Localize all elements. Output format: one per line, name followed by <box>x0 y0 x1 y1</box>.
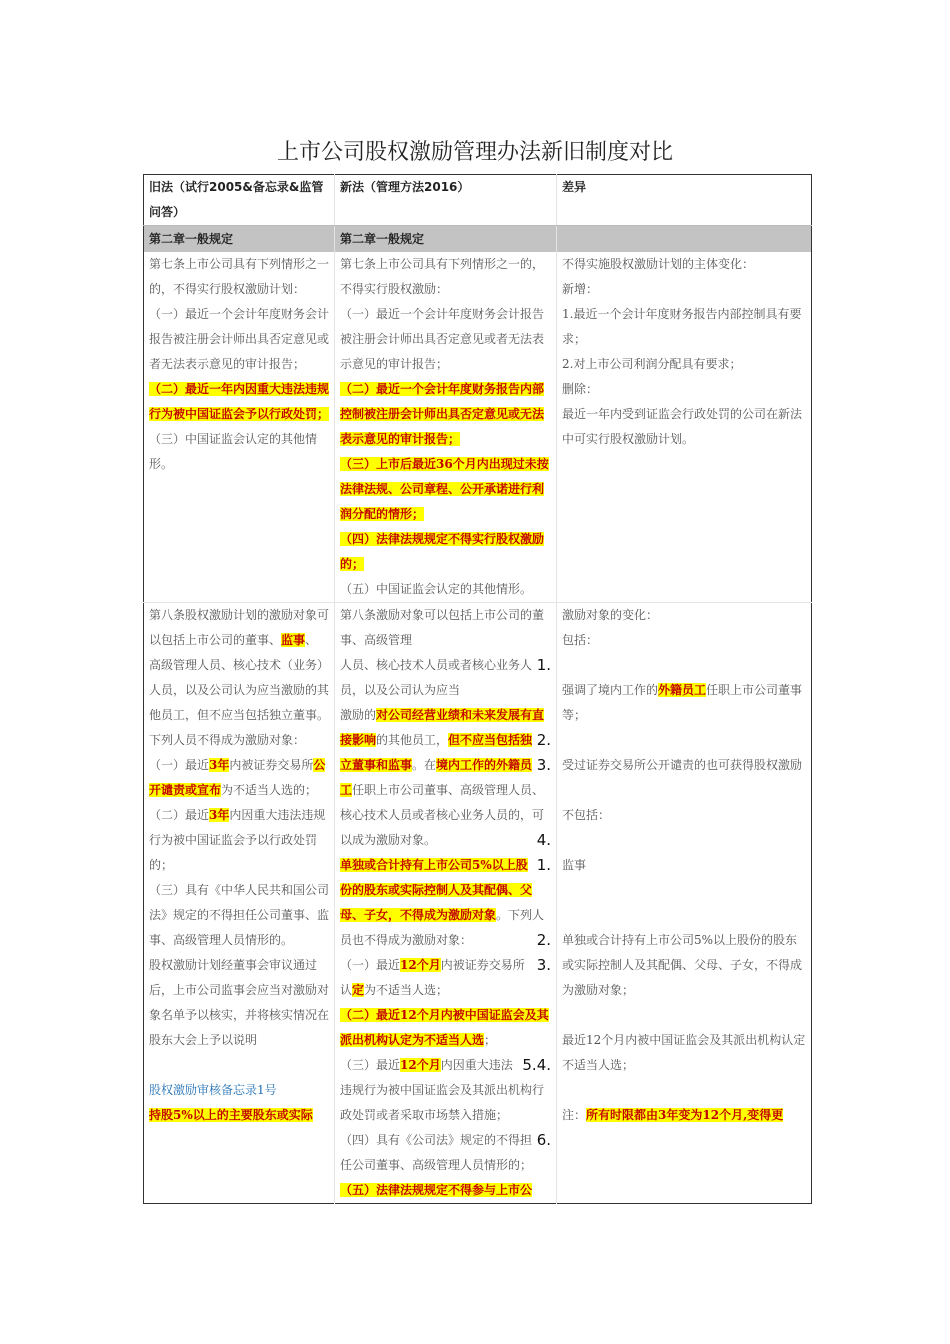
article8-new-cell <box>335 603 557 1204</box>
highlight: 单独或合计持有上市公司5%以上股份的股东或实际控制人及其配偶、父母、子女，不得成为激励对象 <box>340 858 533 922</box>
text-line <box>340 953 551 1003</box>
text: （二）最近 <box>149 808 210 822</box>
section-row <box>144 226 812 253</box>
highlight: 12个月 <box>400 958 441 972</box>
spacer <box>562 903 806 928</box>
list-number: 4. <box>536 831 551 849</box>
text: （一）最近 <box>340 958 401 972</box>
highlight: 3年 <box>209 808 230 822</box>
highlight: 境内工作的外籍员工 <box>340 758 533 797</box>
text-line: 股权激励计划经董事会审议通过后，上市公司监事会应当对激励对象名单予以核实，并将核实情况在股东大会上予以说明 <box>149 958 330 1047</box>
highlight: 公开谴责或宣布 <box>149 758 326 797</box>
section-new: 第二章一般规定 <box>335 226 557 253</box>
list-number: 5. <box>522 1056 537 1074</box>
highlight: 所有时限都由3年变为12个月,变得更 <box>586 1108 784 1122</box>
highlight: 持股5%以上的主要股东或实际 <box>149 1108 313 1122</box>
text: 、高级管理人员、核心技术（业务）人员，以及公司认为应当激励的其他员工，但不应当包括独立董事。 <box>149 633 330 722</box>
highlight: 对公司经营业绩和未来发展有直接影响 <box>340 708 545 747</box>
highlight: （四）法律法规规定不得实行股权激励的； <box>340 532 545 571</box>
text-line <box>149 1103 329 1128</box>
text: 内被证券交易所认 <box>340 958 525 997</box>
text-line: 下列人员不得成为激励对象： <box>149 733 306 747</box>
text-line <box>340 1053 551 1128</box>
header-old-law: 旧法（试行2005&备忘录&监管问答） <box>144 175 335 226</box>
text: 的其他员工， <box>376 733 449 747</box>
text-line: 第八条激励对象可以包括上市公司的董事、高级管理 <box>340 608 545 647</box>
article8-old-cell <box>144 603 335 1204</box>
section-old: 第二章一般规定 <box>144 226 335 253</box>
text: 任职上市公司董事等； <box>562 683 803 722</box>
text-line <box>149 603 329 728</box>
spacer <box>562 1003 806 1028</box>
highlight: 外籍员工 <box>658 683 707 697</box>
list-number: 1. <box>536 856 551 874</box>
text: 内因重大违法违规行为被中国证监会及其派出机构行政处罚或者采取市场禁入措施； <box>340 1058 545 1122</box>
text-line <box>149 803 329 878</box>
list-number: 3. <box>536 756 551 774</box>
text: （四）具有《公司法》规定的不得担任公司董事、高级管理人员情形的； <box>340 1133 533 1172</box>
highlight: 监事 <box>281 633 306 647</box>
highlight: 定 <box>352 983 365 997</box>
text-line: 1.最近一个会计年度财务报告内部控制具有要求； <box>562 307 802 346</box>
text-line <box>340 853 551 953</box>
text-line: 最近一年内受到证监会行政处罚的公司在新法中可实行股权激励计划。 <box>562 407 803 446</box>
spacer <box>562 653 806 678</box>
text-line: （一）最近一个会计年度财务会计报告被注册会计师出具否定意见或者无法表示意见的审计报告； <box>149 307 330 371</box>
highlight: （五）法律法规规定不得参与上市公 <box>340 1183 533 1197</box>
spacer <box>562 878 806 903</box>
spacer <box>562 728 806 753</box>
text-line: 包括： <box>562 633 599 647</box>
text: 强调了境内工作的 <box>562 683 659 697</box>
spacer <box>149 1053 329 1078</box>
text: 注： <box>562 1108 587 1122</box>
highlight: 但不应当包括独立董事和监事 <box>340 733 533 772</box>
text-line: 不包括： <box>562 808 611 822</box>
text: （三）最近 <box>340 1058 401 1072</box>
text-line: 激励对象的变化： <box>562 608 659 622</box>
text: 为不适当人选； <box>364 983 449 997</box>
text-line: （五）中国证监会认定的其他情形。 <box>340 582 533 596</box>
text-line: 新增： <box>562 282 599 296</box>
highlight: 3年 <box>209 758 230 772</box>
article7-old-cell <box>144 252 335 603</box>
text-line: 受过证券交易所公开谴责的也可获得股权激励 <box>562 758 803 772</box>
spacer <box>562 778 806 803</box>
spacer <box>562 1078 806 1103</box>
text: 为不适当人选的； <box>221 783 318 797</box>
text-line <box>340 703 551 853</box>
article8-diff-cell <box>557 603 812 1204</box>
text-line: （三）具有《中华人民共和国公司法》规定的不得担任公司董事、监事、高级管理人员情形的。 <box>149 883 330 947</box>
text: 内因重大违法违规行为被中国证监会予以行政处罚的； <box>149 808 326 872</box>
text-line: （三）中国证监会认定的其他情形。 <box>149 432 318 471</box>
text-line <box>340 377 551 452</box>
list-number: 2. <box>536 731 551 749</box>
text: ； <box>484 1033 497 1047</box>
table-row <box>144 603 812 1204</box>
text-line: 监事 <box>562 858 587 872</box>
article7-new-cell <box>335 252 557 603</box>
list-number: 6. <box>536 1131 551 1149</box>
text: 激励的 <box>340 708 377 722</box>
list-number: 2. <box>536 931 551 949</box>
text-line: 第七条上市公司具有下列情形之一的，不得实行股权激励计划： <box>149 257 330 296</box>
text: 内被证券交易所 <box>229 758 314 772</box>
text-line <box>340 452 551 527</box>
text-line: 单独或合计持有上市公司5%以上股份的股东或实际控制人及其配偶、父母、子女，不得成为激励对象； <box>562 933 803 997</box>
list-number: 3. <box>536 956 551 974</box>
text-line <box>340 527 551 577</box>
text-line: 删除： <box>562 382 599 396</box>
text-line <box>149 377 329 427</box>
table-row <box>144 252 812 603</box>
memo-link[interactable]: 股权激励审核备忘录1号 <box>149 1083 277 1097</box>
text-line: 不得实施股权激励计划的主体变化： <box>562 257 755 271</box>
highlight: （二）最近12个月内被中国证监会及其派出机构认定为不适当人选 <box>340 1008 549 1047</box>
section-diff <box>557 226 812 253</box>
text: 。在 <box>412 758 437 772</box>
highlight: （二）最近一个会计年度财务报告内部控制被注册会计师出具否定意见或无法表示意见的审计报告； <box>340 382 545 446</box>
header-new-law: 新法（管理方法2016） <box>335 175 557 226</box>
text-line <box>340 1128 551 1178</box>
table-header-row <box>144 175 812 226</box>
text: 任职上市公司董事、高级管理人员、核心技术人员或者核心业务人员的，可以成为激励对象。 <box>340 783 545 847</box>
highlight: （三）上市后最近36个月内出现过未按法律法规、公司章程、公开承诺进行利润分配的情形； <box>340 457 549 521</box>
text-line <box>340 1003 551 1053</box>
text: 人员、核心技术人员或者核心业务人员，以及公司认为应当 <box>340 658 533 697</box>
list-number: 1. <box>536 656 551 674</box>
text-line <box>562 678 806 728</box>
comparison-table <box>143 174 812 1204</box>
text-line: （一）最近一个会计年度财务会计报告被注册会计师出具否定意见或者无法表示意见的审计报告； <box>340 307 545 371</box>
header-difference: 差异 <box>557 175 812 226</box>
highlight: 12个月 <box>400 1058 441 1072</box>
text-line <box>149 753 329 803</box>
text: 第八条股权激励计划的激励对象可以包括上市公司的董事、 <box>149 608 330 647</box>
text-line: 第七条上市公司具有下列情形之一的，不得实行股权激励： <box>340 257 545 296</box>
article7-diff-cell <box>557 252 812 603</box>
text-line: 2.对上市公司利润分配具有要求； <box>562 357 742 371</box>
page-title: 上市公司股权激励管理办法新旧制度对比 <box>276 140 673 165</box>
text-line <box>562 1103 806 1128</box>
text-line <box>340 653 551 703</box>
list-number: 4. <box>536 1056 551 1074</box>
spacer <box>562 828 806 853</box>
text-line <box>340 1178 551 1203</box>
text: （一）最近 <box>149 758 210 772</box>
highlight: （二）最近一年内因重大违法违规行为被中国证监会予以行政处罚； <box>149 382 330 421</box>
text: 。下列人员也不得成为激励对象： <box>340 908 545 947</box>
text-line: 最近12个月内被中国证监会及其派出机构认定不适当人选； <box>562 1033 806 1072</box>
